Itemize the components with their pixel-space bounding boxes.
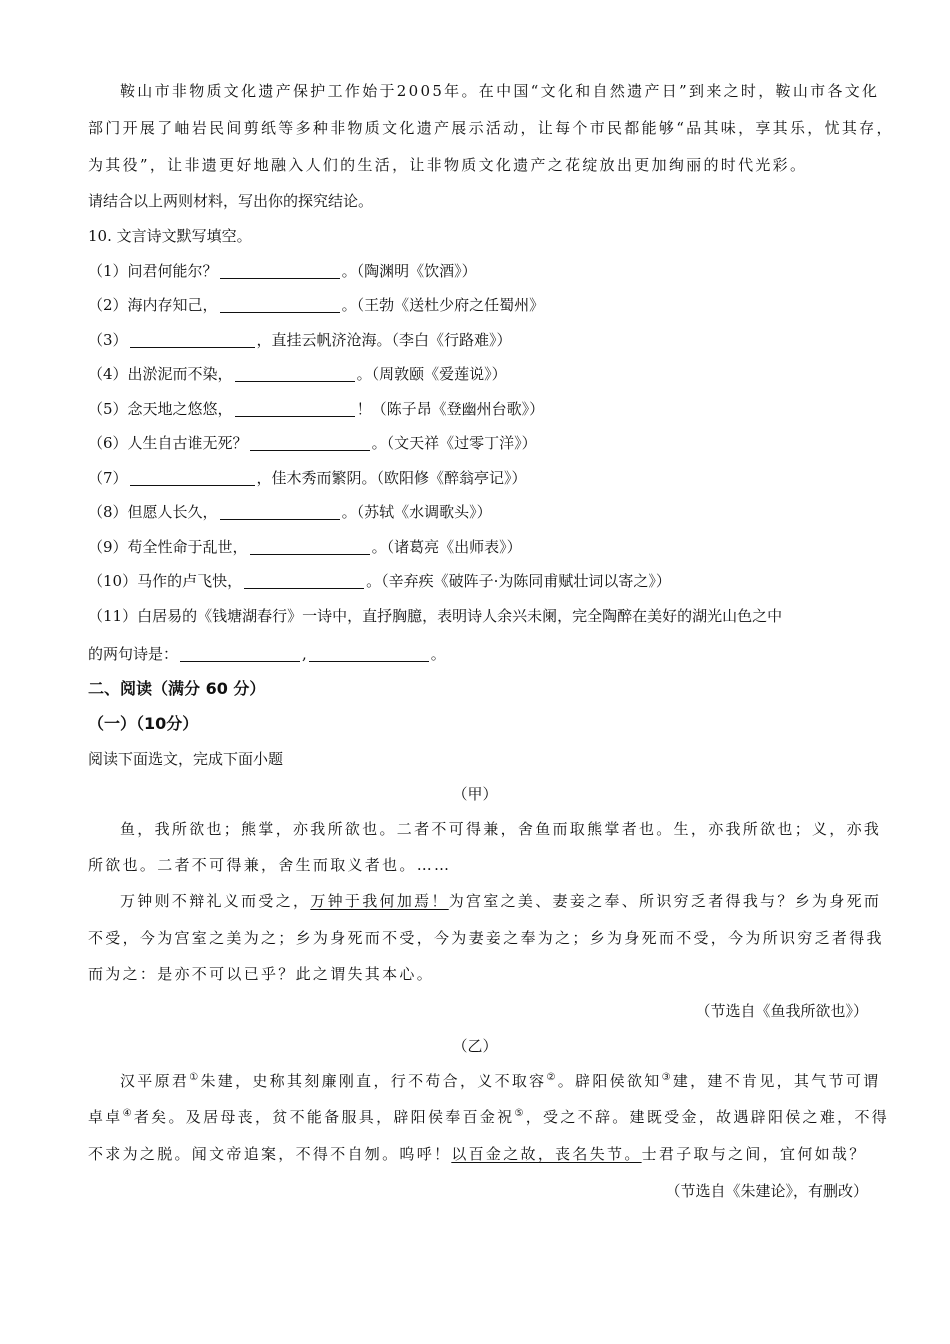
material-line-2: 部门开展了岫岩民间剪纸等多种非物质文化遗产展示活动，让每个市民都能够“品其味，享其乐，忧其存， bbox=[88, 119, 894, 137]
passage-yi-line-2: 卓卓④者矣。及居母丧，贫不能备服具，辟阳侯奉百金祝⑤，受之不辞。建既受金，故遇辟阳侯之难，不得 bbox=[88, 1108, 890, 1126]
passage-jia-line-2: 所欲也。二者不可得兼，舍生而取义者也。…… bbox=[88, 856, 452, 874]
q10-item-9: （9）苟全性命于乱世， 。（诸葛亮《出师表》） bbox=[88, 538, 522, 556]
q10-item-1: （1）问君何能尔？ 。（陶渊明《饮酒》） bbox=[88, 262, 477, 280]
q10-title: 10. 文言诗文默写填空。 bbox=[88, 227, 252, 245]
passage-jia-label: （甲） bbox=[452, 785, 498, 803]
answer-blank[interactable] bbox=[130, 470, 255, 486]
passage-jia-line-5: 而为之：是亦不可以已乎？此之谓失其本心。 bbox=[88, 965, 435, 983]
answer-blank[interactable] bbox=[250, 435, 370, 451]
answer-blank[interactable] bbox=[235, 366, 355, 382]
footnote-marker: ① bbox=[189, 1072, 201, 1083]
passage-yi-label: （乙） bbox=[452, 1037, 498, 1055]
answer-blank[interactable] bbox=[235, 401, 355, 417]
q10-item-6: （6）人生自古谁无死？ 。（文天祥《过零丁洋》） bbox=[88, 434, 537, 452]
material-line-1: 鞍山市非物质文化遗产保护工作始于2005年。在中国“文化和自然遗产日”到来之时，鞍山市各文化 bbox=[120, 82, 880, 100]
underlined-sentence: 万钟于我何加焉！ bbox=[310, 892, 449, 910]
footnote-marker: ④ bbox=[122, 1108, 134, 1119]
passage-jia-source: （节选自《鱼我所欲也》） bbox=[695, 1002, 868, 1020]
section-2-title: 二、阅读（满分 60 分） bbox=[88, 679, 266, 698]
answer-blank[interactable] bbox=[180, 646, 300, 662]
passage-yi-line-1: 汉平原君①朱建，史称其刻廉刚直，行不苟合，义不取容②。辟阳侯欲知③建，建不肯见，其气节可谓 bbox=[120, 1072, 881, 1090]
underlined-sentence: 以百金之故，丧名失节。 bbox=[451, 1145, 642, 1163]
q10-item-8: （8）但愿人长久， 。（苏轼《水调歌头》） bbox=[88, 503, 492, 521]
answer-blank[interactable] bbox=[244, 573, 364, 589]
answer-blank[interactable] bbox=[220, 504, 340, 520]
section-2-sub-1: （一）（10分） bbox=[88, 714, 199, 733]
passage-jia-line-4: 不受，今为宫室之美为之；乡为身死而不受，今为妻妾之奉为之；乡为身死而不受，今为所识穷乏者得我 bbox=[88, 929, 884, 947]
answer-blank[interactable] bbox=[220, 263, 340, 279]
passage-jia-line-1: 鱼，我所欲也；熊掌，亦我所欲也。二者不可得兼，舍鱼而取熊掌者也。生，亦我所欲也；义，亦我 bbox=[120, 820, 882, 838]
q10-item-10: （10）马作的卢飞快， 。（辛弃疾《破阵子·为陈同甫赋壮词以寄之》） bbox=[88, 572, 671, 590]
passage-yi-source: （节选自《朱建论》，有删改） bbox=[665, 1182, 868, 1200]
footnote-marker: ② bbox=[546, 1072, 558, 1083]
answer-blank[interactable] bbox=[130, 332, 255, 348]
material-line-3: 为其役”，让非遗更好地融入人们的生活，让非物质文化遗产之花绽放出更加绚丽的时代光彩。 bbox=[88, 156, 808, 174]
reading-instruction: 阅读下面选文，完成下面小题 bbox=[88, 750, 284, 768]
q10-item-2: （2）海内存知己， 。（王勃《送杜少府之任蜀州》 bbox=[88, 296, 545, 314]
material-prompt: 请结合以上两则材料，写出你的探究结论。 bbox=[88, 192, 374, 210]
q10-item-3: （3） ，直挂云帆济沧海。（李白《行路难》） bbox=[88, 331, 512, 349]
q10-item-11-line-2: 的两句诗是： , 。 bbox=[88, 645, 446, 663]
answer-blank[interactable] bbox=[220, 297, 340, 313]
q10-item-4: （4）出淤泥而不染， 。（周敦颐《爱莲说》） bbox=[88, 365, 507, 383]
footnote-marker: ⑤ bbox=[514, 1108, 526, 1119]
passage-yi-line-3: 不求为之脱。闻文帝追案，不得不自刎。呜呼！以百金之故，丧名失节。士君子取与之间，宜何如哉？ bbox=[88, 1145, 867, 1163]
footnote-marker: ③ bbox=[661, 1072, 673, 1083]
q10-item-7: （7） ，佳木秀而繁阴。（欧阳修《醉翁亭记》） bbox=[88, 469, 527, 487]
q10-item-11-line-1: （11）白居易的《钱塘湖春行》一诗中，直抒胸臆，表明诗人余兴未阑，完全陶醉在美好的湖光山色之中 bbox=[88, 607, 783, 625]
q10-item-5: （5）念天地之悠悠， ！（陈子昂《登幽州台歌》） bbox=[88, 400, 545, 418]
answer-blank[interactable] bbox=[309, 646, 429, 662]
answer-blank[interactable] bbox=[250, 539, 370, 555]
passage-jia-line-3: 万钟则不辩礼义而受之，万钟于我何加焉！为宫室之美、妻妾之奉、所识穷乏者得我与？乡为身死而 bbox=[120, 892, 882, 910]
